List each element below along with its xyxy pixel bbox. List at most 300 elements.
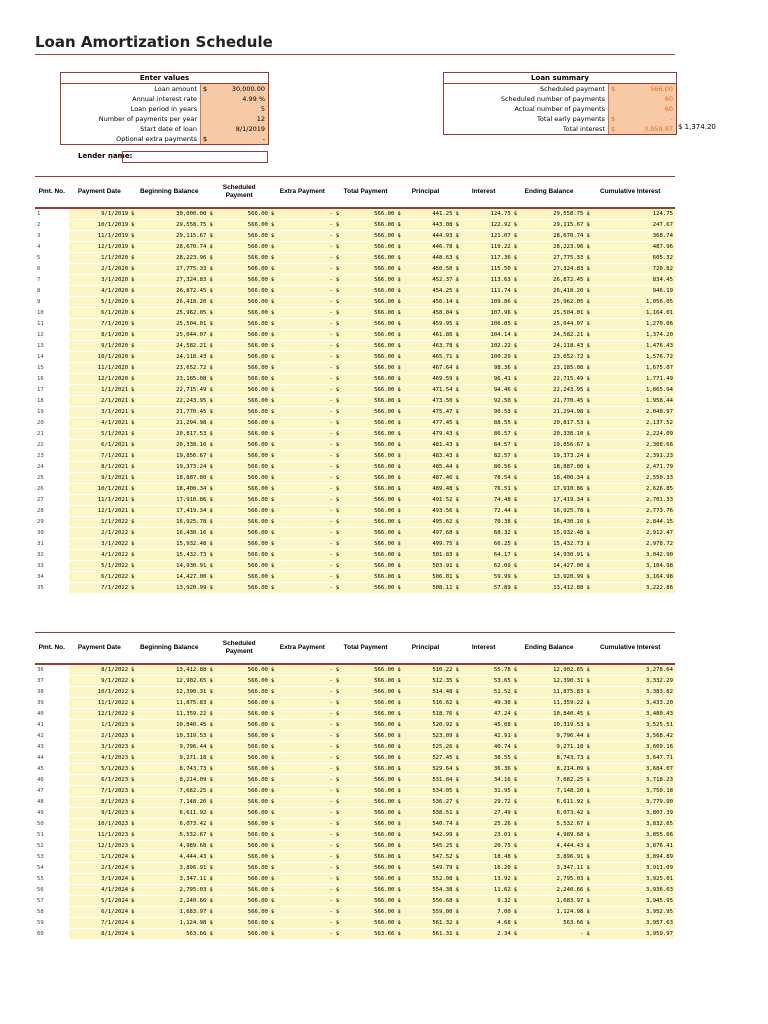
cell-value: 566.00 [247, 843, 268, 849]
table-cell [270, 286, 335, 297]
currency-symbol: $ [455, 931, 459, 937]
cell-value: - [329, 475, 333, 481]
currency-symbol: $ [270, 310, 275, 316]
currency-symbol: $ [270, 233, 275, 239]
table-cell [69, 275, 131, 286]
currency-symbol: $ [586, 409, 590, 415]
table-cell [69, 775, 131, 786]
table-cell [513, 286, 586, 297]
cell-value: 14,427.00 [553, 563, 584, 569]
currency-symbol: $ [397, 376, 401, 382]
cell-value: 566.00 [247, 876, 268, 882]
table-cell [35, 473, 69, 484]
cell-value: 2,240.66 [179, 898, 207, 904]
cell-value: 566.00 [247, 453, 268, 459]
table-cell [513, 874, 586, 885]
cell-value: 17 [37, 387, 44, 393]
table-cell [396, 863, 454, 874]
cell-value: 2.34 [497, 931, 511, 937]
table-cell [396, 720, 454, 731]
currency-symbol: $ [270, 508, 275, 514]
table-cell [69, 407, 131, 418]
table-cell [513, 429, 586, 440]
table-cell [585, 874, 675, 885]
currency-symbol: $ [586, 733, 590, 739]
currency-symbol: $ [455, 387, 459, 393]
cell-value: - [329, 519, 333, 525]
currency-symbol: $ [455, 552, 459, 558]
cell-value: 29,115.67 [553, 222, 584, 228]
table-cell [270, 495, 335, 506]
cell-value: 76.51 [493, 486, 511, 492]
cell-value: 36 [37, 667, 44, 673]
cell-value: 499.75 [432, 541, 453, 547]
currency-symbol: $ [131, 486, 135, 492]
currency-symbol: $ [270, 585, 275, 591]
cell-value: 6,073.42 [556, 810, 584, 816]
currency-symbol: $ [586, 788, 590, 794]
currency-symbol: $ [131, 700, 135, 706]
currency-symbol: $ [397, 398, 401, 404]
table-cell [396, 297, 454, 308]
table-cell [455, 687, 513, 698]
table-row [35, 231, 675, 242]
table-cell [270, 764, 335, 775]
cell-value: 566.00 [374, 442, 395, 448]
cell-value: 3,855.66 [646, 832, 673, 838]
inputs-row-value[interactable] [200, 104, 268, 114]
currency-symbol: $ [209, 508, 213, 514]
currency-symbol: $ [586, 398, 590, 404]
cell-value: 82.57 [493, 453, 511, 459]
currency-symbol: $ [270, 821, 275, 827]
cell-value: 2,048.97 [646, 409, 673, 415]
cell-value: 21,294.98 [176, 420, 207, 426]
currency-symbol: $ [586, 332, 590, 338]
currency-symbol: $ [586, 585, 590, 591]
table-cell [513, 841, 586, 852]
table-cell [396, 407, 454, 418]
cell-value: 720.82 [652, 266, 673, 272]
table-cell [208, 550, 270, 561]
table-cell [455, 308, 513, 319]
table-cell [396, 698, 454, 709]
table-cell [130, 841, 208, 852]
table-cell [455, 418, 513, 429]
table-cell [455, 517, 513, 528]
table-cell [35, 429, 69, 440]
table-cell [35, 764, 69, 775]
cell-value: 24,118.43 [553, 343, 584, 349]
cell-value: 12 [37, 332, 44, 338]
currency-symbol: $ [131, 475, 135, 481]
table-cell [585, 885, 675, 896]
inputs-row-value[interactable] [200, 84, 268, 94]
inputs-row-value[interactable] [200, 114, 268, 124]
currency-symbol: $ [455, 799, 459, 805]
cell-value: 9/1/2021 [101, 475, 129, 481]
table-cell [335, 742, 397, 753]
table-cell [585, 275, 675, 286]
table-cell [513, 676, 586, 687]
table-cell [335, 297, 397, 308]
cell-value: 4,444.43 [556, 843, 584, 849]
cell-value: - [329, 530, 333, 536]
table-cell [513, 819, 586, 830]
cell-value: 11/1/2021 [97, 497, 129, 503]
currency-symbol: $ [513, 519, 518, 525]
table-cell [455, 907, 513, 918]
currency-symbol: $ [270, 475, 275, 481]
currency-symbol: $ [397, 700, 401, 706]
cell-value: 5/1/2022 [101, 563, 129, 569]
table-cell [208, 929, 270, 940]
table-cell [455, 918, 513, 929]
table-cell [35, 709, 69, 720]
table-cell [513, 297, 586, 308]
inputs-row-value[interactable] [200, 124, 268, 134]
cell-value: 6/1/2023 [101, 777, 129, 783]
table-cell [69, 418, 131, 429]
cell-value: 566.00 [374, 365, 395, 371]
cell-value: 10/1/2020 [97, 354, 129, 360]
table-cell [208, 242, 270, 253]
table-cell [396, 583, 454, 594]
currency-symbol: $ [513, 876, 518, 882]
table-cell [69, 484, 131, 495]
currency-symbol: $ [209, 266, 213, 272]
currency-symbol: $ [131, 244, 135, 250]
table-cell [130, 473, 208, 484]
table-cell [208, 583, 270, 594]
table-cell [130, 764, 208, 775]
table-cell [208, 297, 270, 308]
table-row [35, 396, 675, 407]
table-cell [69, 429, 131, 440]
cell-value: 554.38 [432, 887, 453, 893]
table-cell [585, 506, 675, 517]
cell-value: 13,920.99 [553, 574, 584, 580]
table-cell [208, 429, 270, 440]
table-cell [396, 753, 454, 764]
table-cell [513, 561, 586, 572]
cell-value: 17,419.34 [176, 508, 207, 514]
table-cell [35, 664, 69, 676]
table-cell [455, 561, 513, 572]
currency-symbol: $ [397, 508, 401, 514]
value-text: 12 [256, 115, 265, 123]
cell-value: 452.37 [432, 277, 453, 283]
cell-value: 20 [37, 420, 44, 426]
cell-value: 9/1/2023 [101, 810, 129, 816]
table-cell [35, 363, 69, 374]
table-cell [208, 896, 270, 907]
table-cell [396, 852, 454, 863]
cell-value: 1,270.06 [646, 321, 673, 327]
cell-value: - [329, 744, 333, 750]
table-cell [396, 764, 454, 775]
currency-symbol: $ [335, 722, 340, 728]
table-cell [130, 731, 208, 742]
table-cell [35, 286, 69, 297]
table-cell [208, 676, 270, 687]
table-cell [396, 506, 454, 517]
cell-value: 495.62 [432, 519, 453, 525]
column-header: Payment Date [69, 177, 131, 209]
value-text: 3,959.97 [644, 125, 673, 133]
currency-symbol: $ [586, 700, 590, 706]
cell-value: 566.00 [247, 920, 268, 926]
currency-symbol: $ [270, 810, 275, 816]
table-cell [270, 929, 335, 940]
table-cell [270, 418, 335, 429]
table-cell [130, 583, 208, 594]
table-cell [396, 220, 454, 231]
currency-symbol: $ [586, 321, 590, 327]
table-cell [585, 297, 675, 308]
currency-symbol: $ [131, 541, 135, 547]
inputs-row-value[interactable] [200, 134, 268, 144]
table-cell [396, 907, 454, 918]
table-cell [396, 572, 454, 583]
table-cell [455, 352, 513, 363]
cell-value: 51.52 [493, 689, 511, 695]
cell-value: 516.62 [432, 700, 453, 706]
currency-symbol: $ [270, 854, 275, 860]
table-cell [69, 308, 131, 319]
currency-symbol: $ [455, 420, 459, 426]
currency-symbol: $ [270, 788, 275, 794]
table-row [35, 363, 675, 374]
cell-value: 368.74 [652, 233, 673, 239]
cell-value: 1,056.05 [646, 299, 673, 305]
table-row [35, 550, 675, 561]
table-cell [335, 830, 397, 841]
table-cell [335, 208, 397, 220]
total-interest-outside-value: $ 1,374.20 [678, 123, 716, 131]
cell-value: 3,164.98 [646, 574, 673, 580]
table-cell [69, 231, 131, 242]
table-cell [270, 517, 335, 528]
table-cell [69, 583, 131, 594]
currency-symbol: $ [209, 530, 213, 536]
currency-symbol: $ [209, 541, 213, 547]
currency-symbol: $ [586, 277, 590, 283]
table-cell [513, 698, 586, 709]
cell-value: 566.00 [374, 431, 395, 437]
cell-value: 33 [37, 563, 44, 569]
currency-symbol: $ [209, 810, 213, 816]
table-cell [513, 341, 586, 352]
table-cell [513, 330, 586, 341]
currency-symbol: $ [513, 909, 518, 915]
currency-symbol: $ [513, 931, 518, 937]
table-cell [35, 253, 69, 264]
cell-value: - [329, 585, 333, 591]
currency-symbol: $ [131, 519, 135, 525]
currency-symbol: $ [397, 843, 401, 849]
cell-value: 27,775.33 [176, 266, 207, 272]
table-cell [335, 687, 397, 698]
cell-value: 566.00 [247, 244, 268, 250]
cell-value: 11,359.22 [553, 700, 584, 706]
cell-value: 15,432.73 [176, 552, 207, 558]
currency-symbol: $ [455, 332, 459, 338]
column-header: Extra Payment [270, 633, 335, 665]
table-row [35, 308, 675, 319]
table-cell [69, 363, 131, 374]
cell-value: 2,240.66 [556, 887, 584, 893]
table-cell [455, 484, 513, 495]
cell-value: 94.46 [493, 387, 511, 393]
table-row [35, 374, 675, 385]
cell-value: 520.92 [432, 722, 453, 728]
cell-value: 102.22 [490, 343, 511, 349]
table-cell [208, 572, 270, 583]
currency-symbol: $ [513, 244, 518, 250]
currency-symbol: $ [586, 574, 590, 580]
column-header: Principal [396, 177, 454, 209]
table-cell [396, 687, 454, 698]
value-text: 60 [664, 95, 673, 103]
table-row [35, 429, 675, 440]
cell-value: 57 [37, 898, 44, 904]
currency-symbol: $ [209, 843, 213, 849]
currency-symbol: $ [209, 865, 213, 871]
table-row [35, 253, 675, 264]
currency-symbol: $ [397, 722, 401, 728]
table-cell [335, 440, 397, 451]
table-cell [455, 264, 513, 275]
cell-value: 566.00 [374, 486, 395, 492]
table-cell [455, 330, 513, 341]
cell-value: 566.00 [374, 585, 395, 591]
table-cell [270, 874, 335, 885]
cell-value: 18,400.34 [553, 475, 584, 481]
table-cell [208, 363, 270, 374]
cell-value: 86.57 [493, 431, 511, 437]
table-cell [455, 664, 513, 676]
currency-symbol: $ [455, 667, 459, 673]
cell-value: 42 [37, 733, 44, 739]
cell-value: 566.00 [247, 387, 268, 393]
currency-symbol: $ [209, 277, 213, 283]
table-cell [69, 896, 131, 907]
table-cell [455, 885, 513, 896]
table-cell [455, 231, 513, 242]
cell-value: 566.00 [374, 788, 395, 794]
currency-symbol: $ [455, 277, 459, 283]
cell-value: 566.00 [247, 299, 268, 305]
table-row [35, 539, 675, 550]
column-header: Principal [396, 633, 454, 665]
table-cell [35, 841, 69, 852]
inputs-row-label: Optional extra payments [116, 135, 197, 143]
cell-value: 536.27 [432, 799, 453, 805]
currency-symbol: $ [270, 442, 275, 448]
currency-symbol: $ [455, 865, 459, 871]
table-cell [208, 764, 270, 775]
currency-symbol: $ [513, 387, 518, 393]
cell-value: 467.64 [432, 365, 453, 371]
cell-value: 506.01 [432, 574, 453, 580]
table-cell [396, 731, 454, 742]
table-cell [585, 841, 675, 852]
inputs-row-value[interactable] [200, 94, 268, 104]
cell-value: - [329, 409, 333, 415]
table-cell [585, 451, 675, 462]
cell-value: 17,910.86 [553, 486, 584, 492]
currency-symbol: $ [335, 343, 340, 349]
cell-value: 566.00 [247, 464, 268, 470]
currency-symbol: $ [513, 843, 518, 849]
currency-symbol: $ [455, 475, 459, 481]
cell-value: 17,419.34 [553, 497, 584, 503]
table-cell [335, 286, 397, 297]
cell-value: 2,978.72 [646, 541, 673, 547]
summary-row-value [608, 94, 676, 104]
currency-symbol: $ [270, 288, 275, 294]
currency-symbol: $ [455, 920, 459, 926]
cell-value: 566.00 [374, 832, 395, 838]
table-cell [69, 918, 131, 929]
cell-value: 1,374.20 [646, 332, 673, 338]
table-cell [335, 664, 397, 676]
cell-value: 1,675.07 [646, 365, 673, 371]
currency-symbol: $ [335, 332, 340, 338]
cell-value: - [329, 321, 333, 327]
cell-value: 3,896.91 [556, 854, 584, 860]
currency-symbol: $ [335, 288, 340, 294]
currency-symbol: $ [270, 244, 275, 250]
currency-symbol: $ [131, 321, 135, 327]
cell-value: 7.00 [497, 909, 511, 915]
cell-value: 566.00 [374, 766, 395, 772]
currency-symbol: $ [397, 733, 401, 739]
currency-symbol: $ [209, 453, 213, 459]
table-row [35, 709, 675, 720]
table-cell [270, 539, 335, 550]
table-cell [69, 319, 131, 330]
cell-value: - [329, 354, 333, 360]
cell-value: 3/1/2020 [101, 277, 129, 283]
currency-symbol: $ [270, 376, 275, 382]
table-cell [270, 583, 335, 594]
currency-symbol: $ [131, 733, 135, 739]
lender-name-input[interactable] [122, 151, 268, 163]
table-row [35, 517, 675, 528]
currency-symbol: $ [209, 854, 213, 860]
currency-symbol: $ [270, 722, 275, 728]
currency-symbol: $ [455, 310, 459, 316]
cell-value: 534.05 [432, 788, 453, 794]
cell-value: 36.36 [493, 766, 511, 772]
cell-value: 30,000.00 [176, 211, 207, 217]
currency-symbol: $ [335, 700, 340, 706]
cell-value: 26,418.20 [176, 299, 207, 305]
table-cell [513, 231, 586, 242]
table-cell [69, 676, 131, 687]
currency-symbol: $ [270, 865, 275, 871]
table-cell [396, 808, 454, 819]
table-cell [69, 473, 131, 484]
currency-symbol: $ [209, 409, 213, 415]
table-cell [585, 819, 675, 830]
table-cell [585, 753, 675, 764]
cell-value: 22,243.95 [176, 398, 207, 404]
table-row [35, 385, 675, 396]
table-row [35, 242, 675, 253]
